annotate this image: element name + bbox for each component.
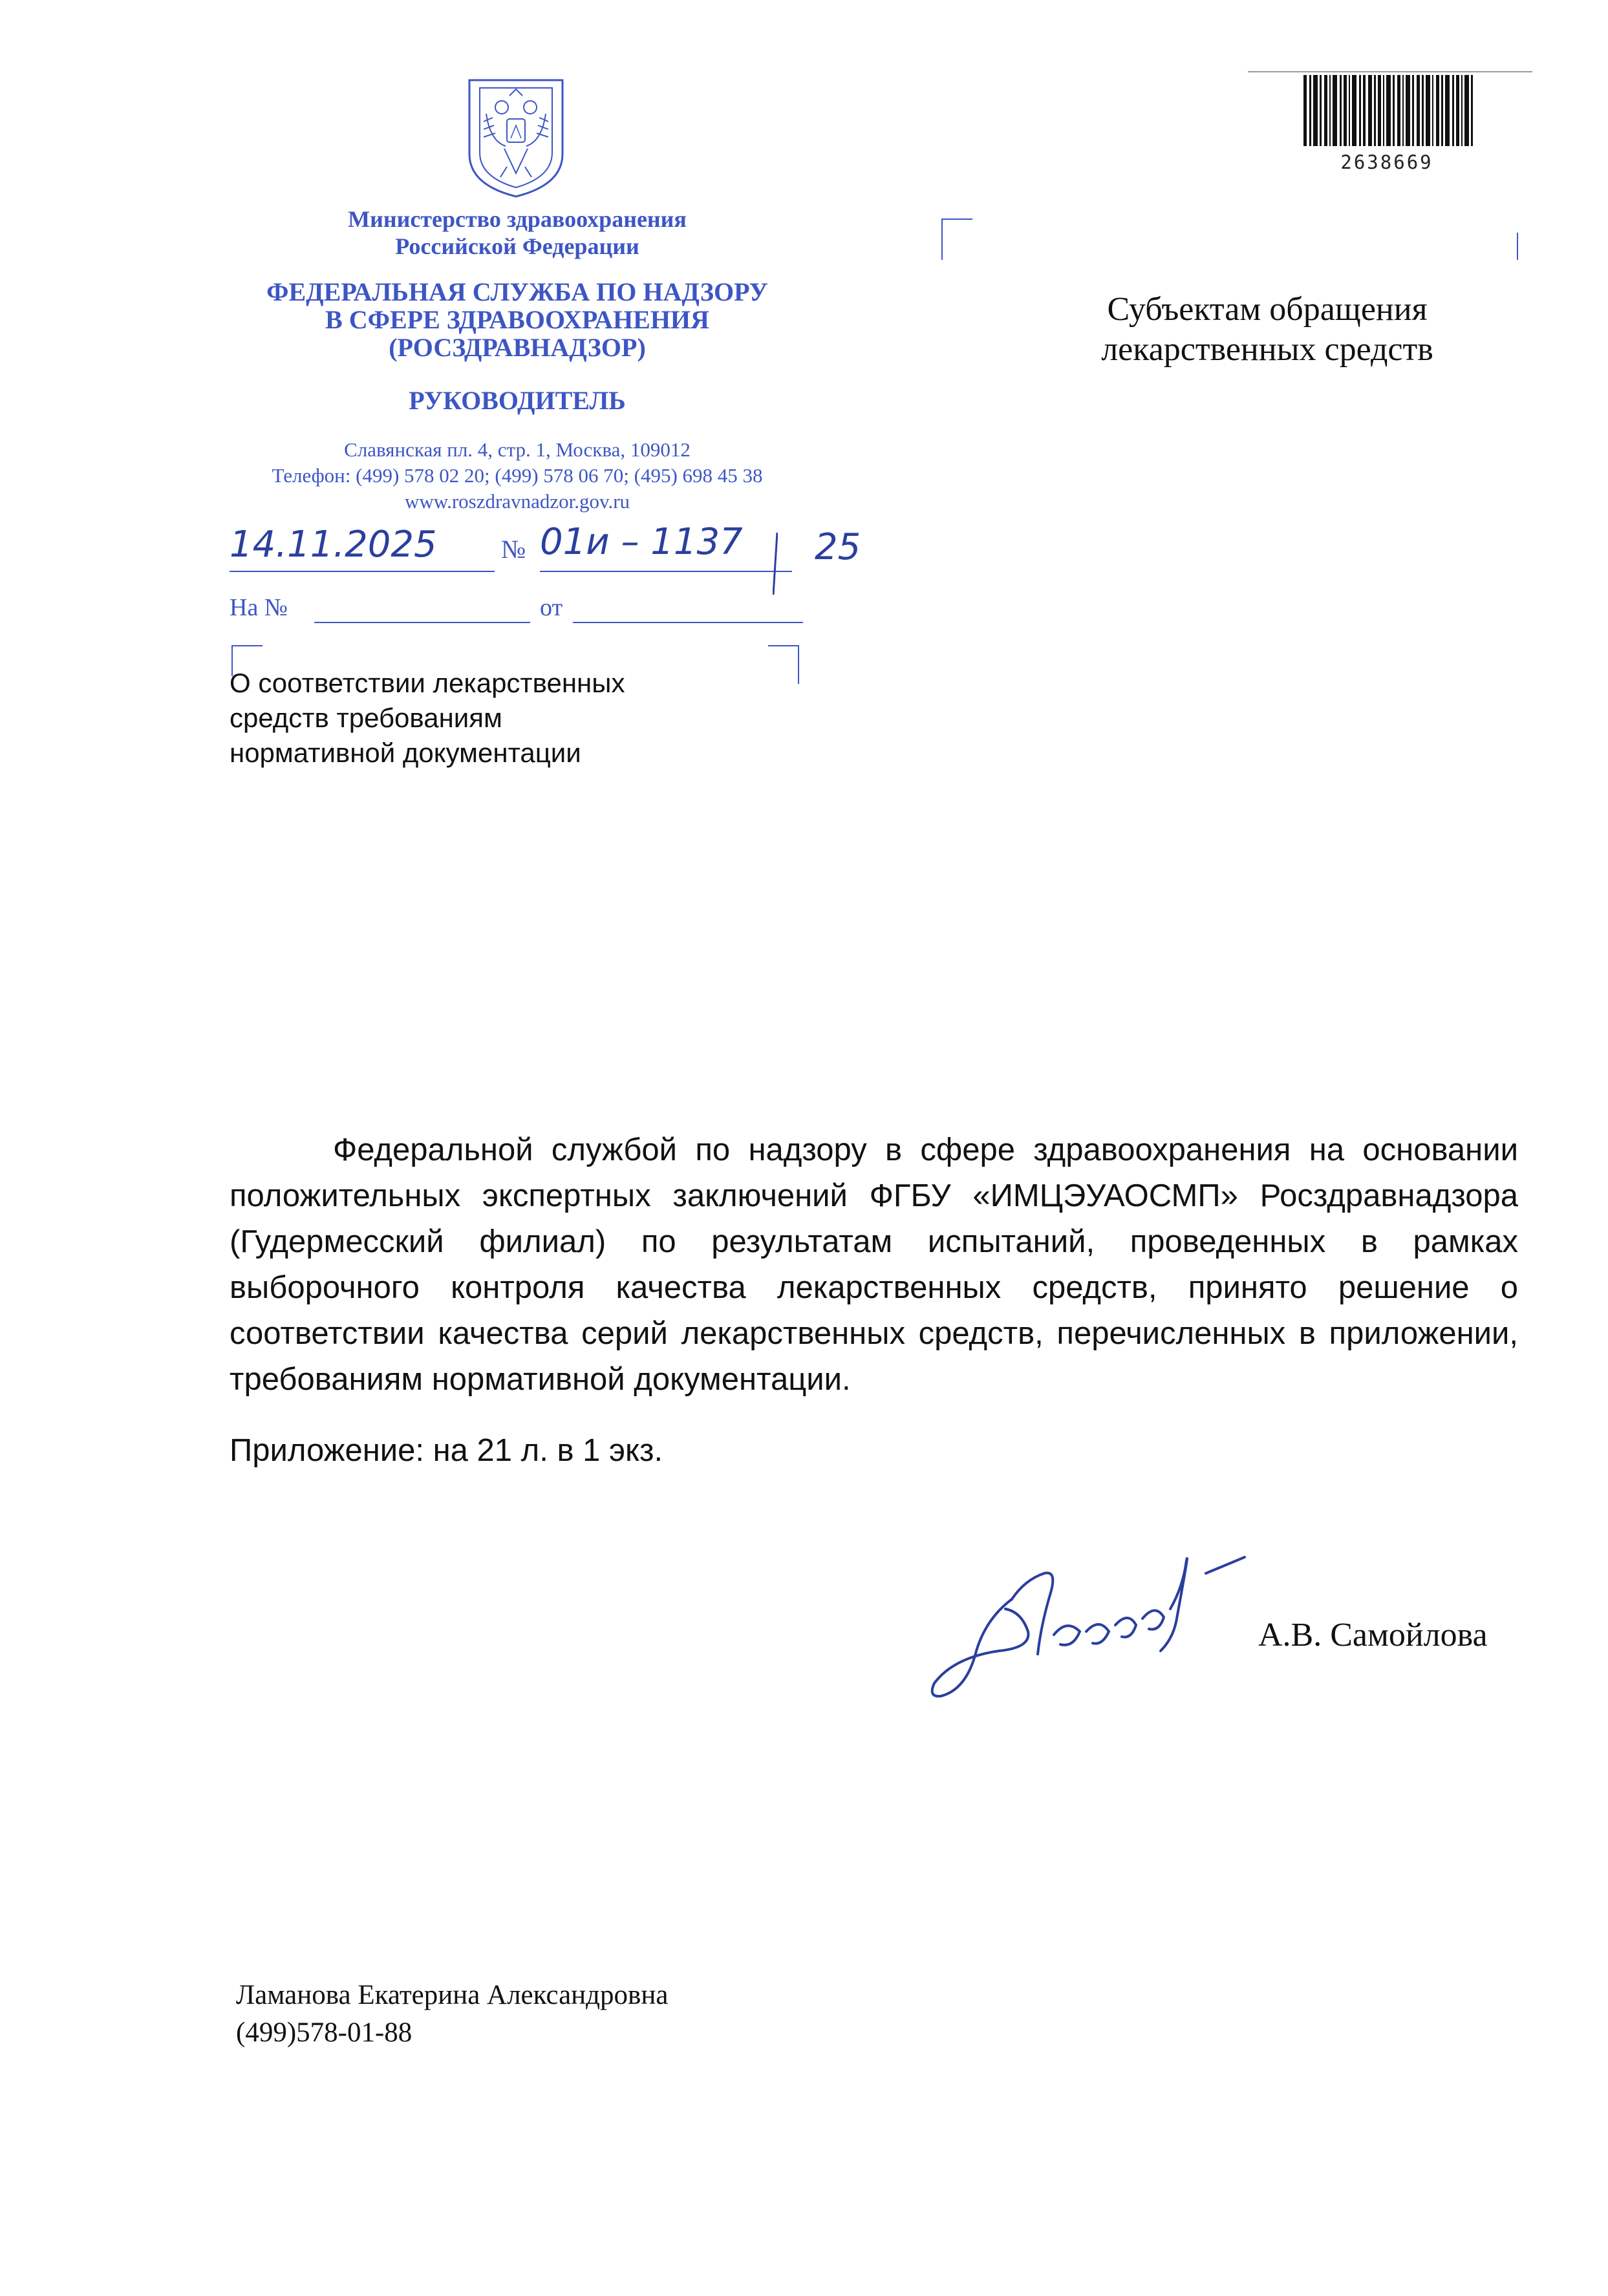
addressee-line-2: лекарственных средств <box>1101 331 1433 368</box>
subject-line-1: О соответствии лекарственных <box>230 668 625 698</box>
reference-number-line <box>314 622 530 623</box>
ministry-name <box>220 206 815 260</box>
reference-date-label: от <box>540 594 563 621</box>
registration-date: 14.11.2025 <box>230 524 437 566</box>
attachment-note: Приложение: на 21 л. в 1 экз. <box>230 1433 663 1468</box>
body-paragraph: Федеральной службой по надзору в сфере здравоохранения на основании положительных экспертных заключений ФГБУ «ИМЦЭУАОСМП» Росздравнадзора (Гудермесский филиал) по результатам испытаний, проведенных в рамках выборочного контроля качества лекарственных средств, принято решение о соответствии качества серий лекарственных средств, перечисленных в приложении, требованиям нормативной документации. <box>230 1132 1518 1397</box>
addressee-corner-right <box>1517 233 1518 260</box>
head-title: РУКОВОДИТЕЛЬ <box>409 386 626 415</box>
executor-name: Ламанова Екатерина Александровна <box>236 1980 669 2010</box>
service-line-2: В СФЕРЕ ЗДРАВООХРАНЕНИЯ <box>325 305 709 334</box>
signer-name: А.В. Самойлова <box>1258 1617 1488 1653</box>
barcode-number: 2638669 <box>1340 151 1433 173</box>
russian-coat-of-arms-icon <box>464 76 568 199</box>
handwritten-signature <box>915 1522 1303 1709</box>
service-name <box>194 278 841 361</box>
registration-year: 25 <box>815 526 861 568</box>
reference-date-line <box>573 622 803 623</box>
postal-address: Славянская пл. 4, стр. 1, Москва, 109012 <box>344 438 691 461</box>
subject-corner-right <box>768 645 799 684</box>
ministry-line-2: Российской Федерации <box>395 233 639 259</box>
contact-block <box>194 437 841 515</box>
subject-line-3: нормативной документации <box>230 738 581 768</box>
number-sign-label: № <box>501 535 526 564</box>
subject-line-2: средств требованиям <box>230 703 502 733</box>
date-underline <box>230 571 495 572</box>
ministry-line-1: Министерство здравоохранения <box>348 206 687 232</box>
letter-subject <box>230 666 747 771</box>
phone-numbers: Телефон: (499) 578 02 20; (499) 578 06 70; (495) 698 45 38 <box>272 464 763 487</box>
service-line-3: (РОСЗДРАВНАДЗОР) <box>389 333 646 362</box>
reference-number-label: На № <box>230 594 288 621</box>
addressee <box>1041 290 1494 370</box>
executor-phone: (499)578-01-88 <box>236 2017 413 2048</box>
website-link: www.roszdravnadzor.gov.ru <box>404 490 630 513</box>
barcode-icon <box>1303 71 1473 147</box>
slash-mark <box>773 531 778 596</box>
addressee-line-1: Субъектам обращения <box>1107 291 1428 328</box>
number-underline <box>540 571 792 572</box>
registration-number: 01и – 1137 <box>540 521 743 563</box>
service-line-1: ФЕДЕРАЛЬНАЯ СЛУЖБА ПО НАДЗОРУ <box>266 277 768 306</box>
addressee-corner-left <box>941 218 972 260</box>
